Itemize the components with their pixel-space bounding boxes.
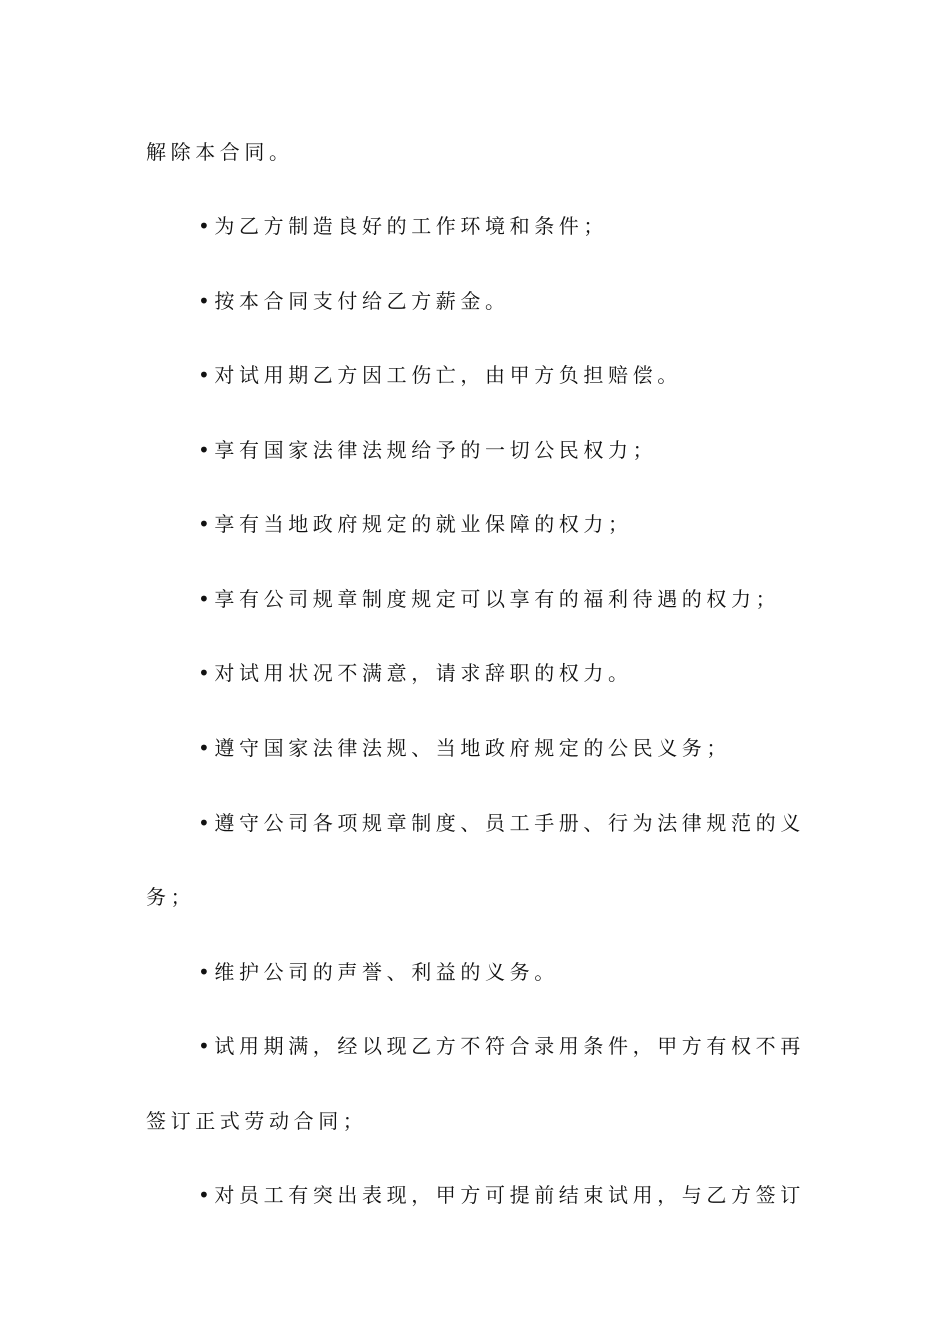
list-item: •试用期满，经以现乙方不符合录用条件，甲方有权不再 bbox=[198, 1034, 805, 1058]
list-item: •维护公司的声誉、利益的义务。 bbox=[198, 960, 559, 984]
list-item-continuation: 签订正式劳动合同； bbox=[146, 1109, 368, 1133]
list-item: •按本合同支付给乙方薪金。 bbox=[198, 289, 510, 313]
list-item: •遵守国家法律法规、当地政府规定的公民义务； bbox=[198, 736, 731, 760]
list-item: •遵守公司各项规章制度、员工手册、行为法律规范的义 bbox=[198, 811, 805, 835]
list-item: •享有国家法律法规给予的一切公民权力； bbox=[198, 438, 658, 462]
list-item: •享有当地政府规定的就业保障的权力； bbox=[198, 512, 633, 536]
list-item: •为乙方制造良好的工作环境和条件； bbox=[198, 214, 608, 238]
list-item: •对试用状况不满意，请求辞职的权力。 bbox=[198, 661, 633, 685]
list-item: •对员工有突出表现，甲方可提前结束试用，与乙方签订 bbox=[198, 1183, 805, 1207]
list-item: •享有公司规章制度规定可以享有的福利待遇的权力； bbox=[198, 587, 781, 611]
list-item: •对试用期乙方因工伤亡，由甲方负担赔偿。 bbox=[198, 363, 682, 387]
paragraph-continuation: 解除本合同。 bbox=[146, 140, 294, 164]
list-item-continuation: 务； bbox=[146, 885, 196, 909]
